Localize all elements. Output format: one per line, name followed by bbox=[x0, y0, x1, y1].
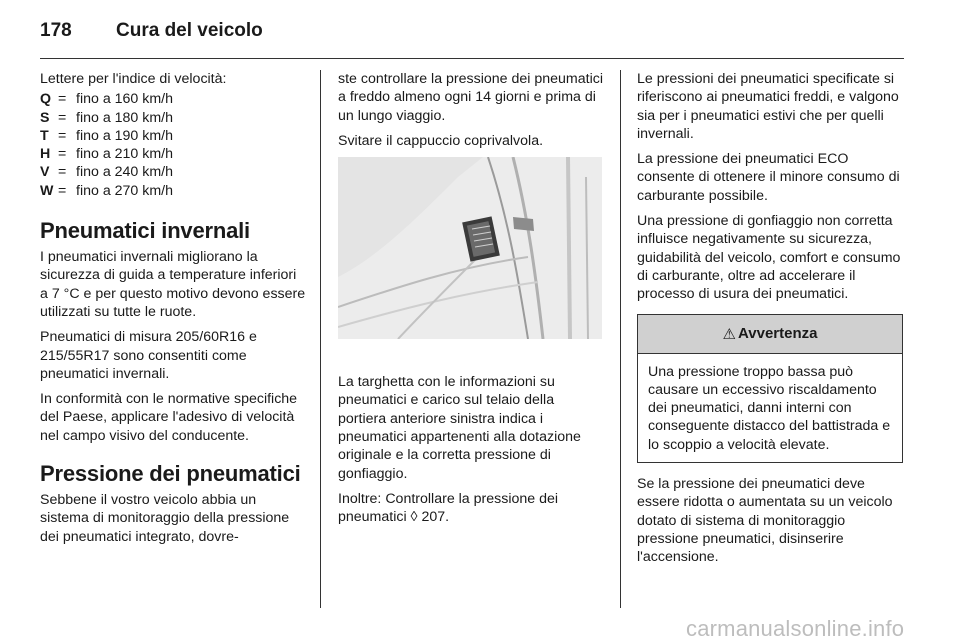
speed-row: S = fino a 180 km/h bbox=[40, 109, 174, 126]
speed-row: T = fino a 190 km/h bbox=[40, 127, 174, 144]
column-2 bbox=[338, 70, 606, 534]
speed-row: Q = fino a 160 km/h bbox=[40, 91, 174, 108]
speed-row: V = fino a 240 km/h bbox=[40, 164, 174, 181]
warning-header bbox=[638, 315, 902, 354]
page-number: 178 bbox=[40, 20, 72, 41]
paragraph: Pneumatici di misura 205/60R16 e 215/55R17 sono consentiti come pneumatici invernali. bbox=[40, 329, 257, 382]
speed-row: H = fino a 210 km/h bbox=[40, 146, 174, 163]
watermark: carmanualsonline.info bbox=[686, 616, 905, 641]
section-heading-tyre-pressure: Pressione dei pneumatici bbox=[40, 461, 301, 487]
paragraph: Svitare il cappuccio coprivalvola. bbox=[338, 132, 544, 149]
column-divider bbox=[620, 70, 621, 608]
page-title: Cura del veicolo bbox=[116, 20, 263, 41]
speed-index-list bbox=[40, 90, 306, 200]
section-heading-winter-tyres: Pneumatici invernali bbox=[40, 218, 250, 244]
door-frame-drawing bbox=[338, 157, 602, 339]
paragraph: Se la pressione dei pneumatici deve essere ridotta o aumentata su un veicolo dotato di sistema di monitoraggio pressione pneumatici, disinserire l'accensione. bbox=[637, 476, 893, 566]
paragraph: Le pressioni dei pneumatici specificate si riferiscono ai pneumatici freddi, e valgono sia per i pneumatici estivi che per quelli invernali. bbox=[637, 71, 899, 142]
column-divider bbox=[320, 70, 321, 608]
paragraph: ste controllare la pressione dei pneumatici a freddo almeno ogni 14 giorni e prima di un lungo viaggio. bbox=[338, 71, 603, 124]
warning-body: Una pressione troppo bassa può causare un eccessivo riscaldamento dei pneumatici, danni interni con conseguente distacco del battistrada e lo scoppio a velocità elevate. bbox=[648, 363, 891, 453]
paragraph: La pressione dei pneumatici ECO consente di ottenere il minore consumo di carburante possibile. bbox=[637, 151, 900, 204]
speed-row: W = fino a 270 km/h bbox=[40, 182, 174, 199]
warning-triangle-icon: ⚠ bbox=[722, 325, 736, 343]
paragraph: Una pressione di gonfiaggio non corretta influisce negativamente su sicurezza, guidabilità del veicolo, comfort e consumo di carburante, oltre ad accelerare il processo di usura dei pneumatici. bbox=[637, 213, 901, 303]
paragraph: Sebbene il vostro veicolo abbia un sistema di monitoraggio della pressione dei pneumatici integrato, dovre- bbox=[40, 492, 290, 545]
warning-title: Avvertenza bbox=[737, 325, 818, 343]
paragraph-page-reference: Inoltre: Controllare la pressione dei pneumatici ◊ 207. bbox=[338, 490, 559, 526]
header-rule bbox=[40, 58, 904, 59]
paragraph: I pneumatici invernali migliorano la sicurezza di guida a temperature inferiori a 7 °C e per questo motivo devono essere utilizzati su tutte le ruote. bbox=[40, 249, 306, 320]
warning-box bbox=[637, 314, 903, 463]
paragraph: La targhetta con le informazioni su pneumatici e carico sul telaio della portiera anteriore sinistra indica i pneumatici appartenenti alla dotazione originale e la corretta pressione di gonfiaggio. bbox=[338, 374, 581, 482]
column-3 bbox=[637, 70, 903, 574]
column-1 bbox=[40, 70, 306, 553]
speed-intro: Lettere per l'indice di velocità: bbox=[40, 71, 227, 87]
paragraph: In conformità con le normative specifiche del Paese, applicare l'adesivo di velocità nel campo visivo del conducente. bbox=[40, 391, 298, 444]
door-frame-tyre-label-illustration bbox=[338, 157, 602, 339]
